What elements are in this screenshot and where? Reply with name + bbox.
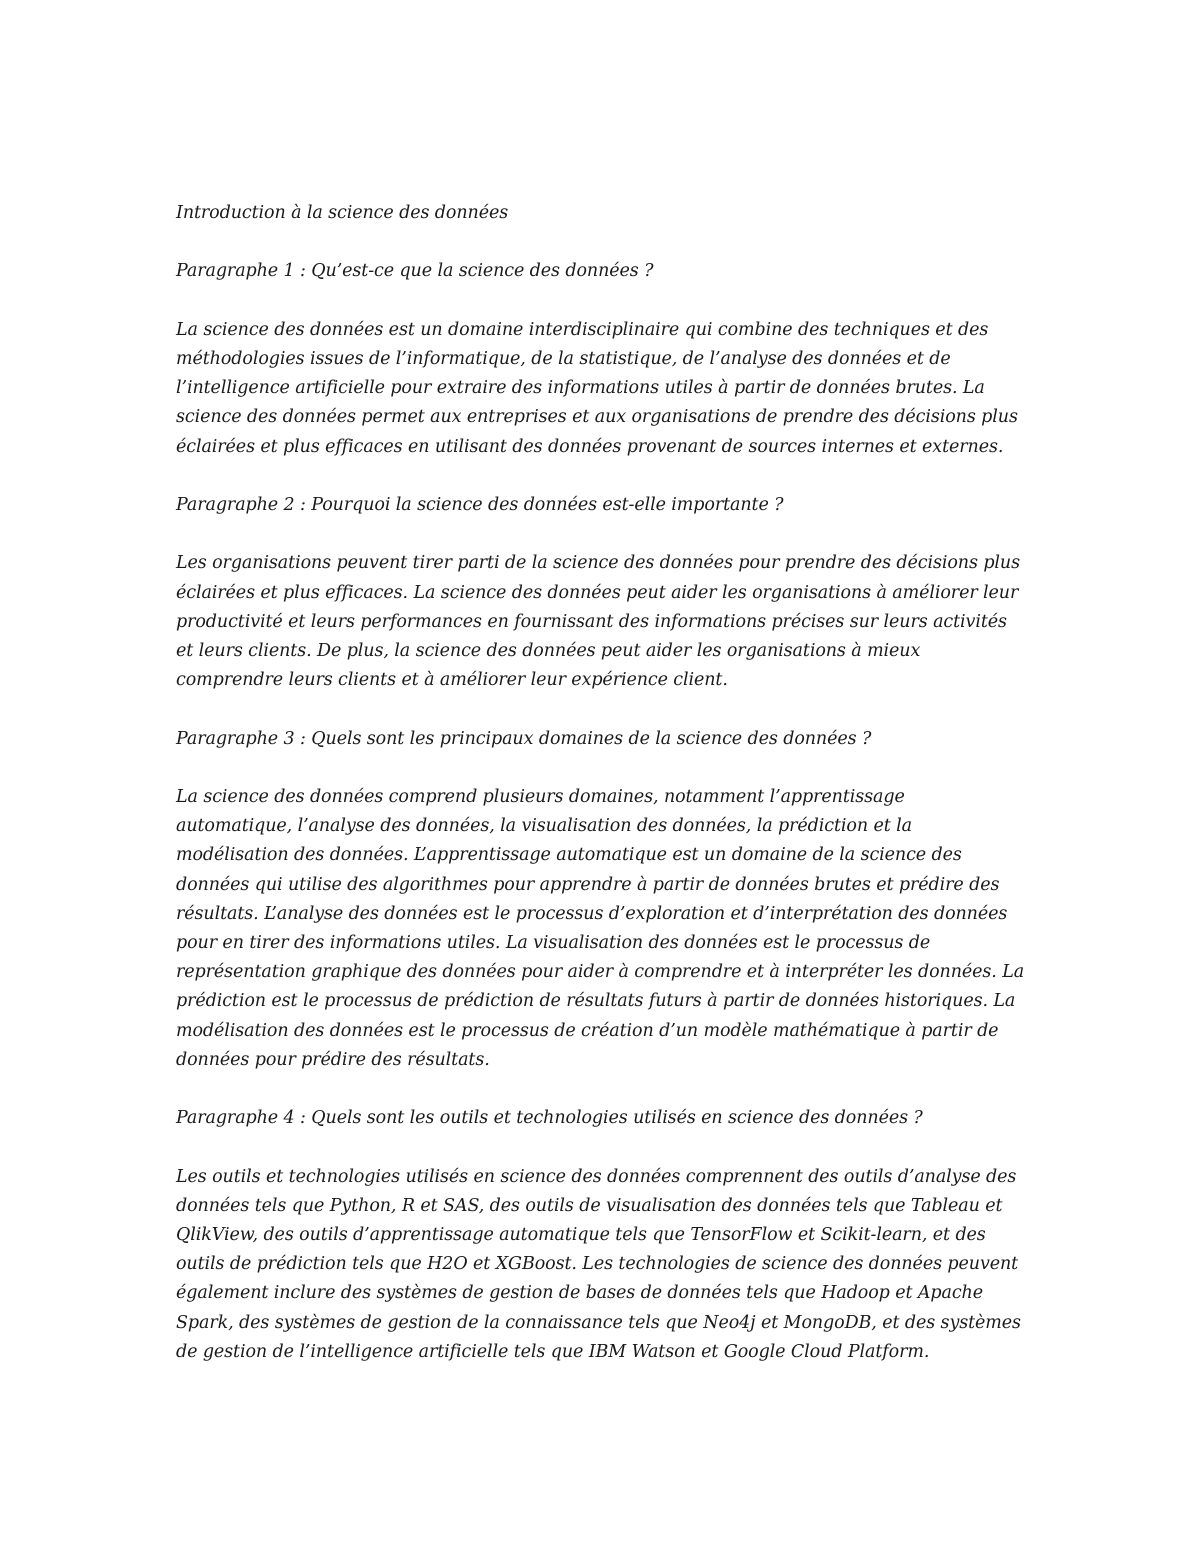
section-4-body: Les outils et technologies utilisés en science des données comprennent des outils d’analyse des données tels que Python, R et SAS, des outils de visualisation des données tels que Tableau et QlikView, des outils d’apprentissage automatique tels que TensorFlow et Scikit-learn, et des outils de prédiction tels que H2O et XGBoost. Les technologies de science des données peuvent également inclure des systèmes de gestion de bases de données tels que Hadoop et Apache Spark, des systèmes de gestion de la connaissance tels que Neo4j et MongoDB, et des systèmes de gestion de l’intelligence artificielle tels que IBM Watson et Google Cloud Platform.: [176, 1166, 1021, 1362]
section-4-heading: Paragraphe 4 : Quels sont les outils et technologies utilisés en science des données ?: [176, 1108, 923, 1129]
section-3-body: La science des données comprend plusieurs domaines, notamment l’apprentissage automatique, l’analyse des données, la visualisation des données, la prédiction et la modélisation des données. L’apprentissage automatique est un domaine de la science des données qui utilise des algorithmes pour apprendre à partir de données brutes et prédire des résultats. L’analyse des données est le processus d’exploration et d’interprétation des données pour en tirer des informations utiles. La visualisation des données est le processus de représentation graphique des données pour aider à comprendre et à interpréter les données. La prédiction est le processus de prédiction de résultats futurs à partir de données historiques. La modélisation des données est le processus de création d’un modèle mathématique à partir de données pour prédire des résultats.: [176, 786, 1025, 1070]
document-body: [176, 199, 1026, 1396]
section-2-heading: Paragraphe 2 : Pourquoi la science des données est-elle importante ?: [176, 494, 784, 515]
document-title: Introduction à la science des données: [176, 203, 509, 223]
section-2-body: Les organisations peuvent tirer parti de la science des données pour prendre des décisions plus éclairées et plus efficaces. La science des données peut aider les organisations à améliorer leur productivité et leurs performances en fournissant des informations précises sur leurs activités et leurs clients. De plus, la science des données peut aider les organisations à mieux comprendre leurs clients et à améliorer leur expérience client.: [176, 553, 1020, 691]
section-1-body: La science des données est un domaine interdisciplinaire qui combine des techniques et des méthodologies issues de l’informatique, de la statistique, de l’analyse des données et de l’intelligence artificielle pour extraire des informations utiles à partir de données brutes. La science des données permet aux entreprises et aux organisations de prendre des décisions plus éclairées et plus efficaces en utilisant des données provenant de sources internes et externes.: [176, 319, 1018, 457]
section-1-heading: Paragraphe 1 : Qu’est-ce que la science des données ?: [176, 261, 654, 282]
section-3-heading: Paragraphe 3 : Quels sont les principaux domaines de la science des données ?: [176, 728, 872, 749]
